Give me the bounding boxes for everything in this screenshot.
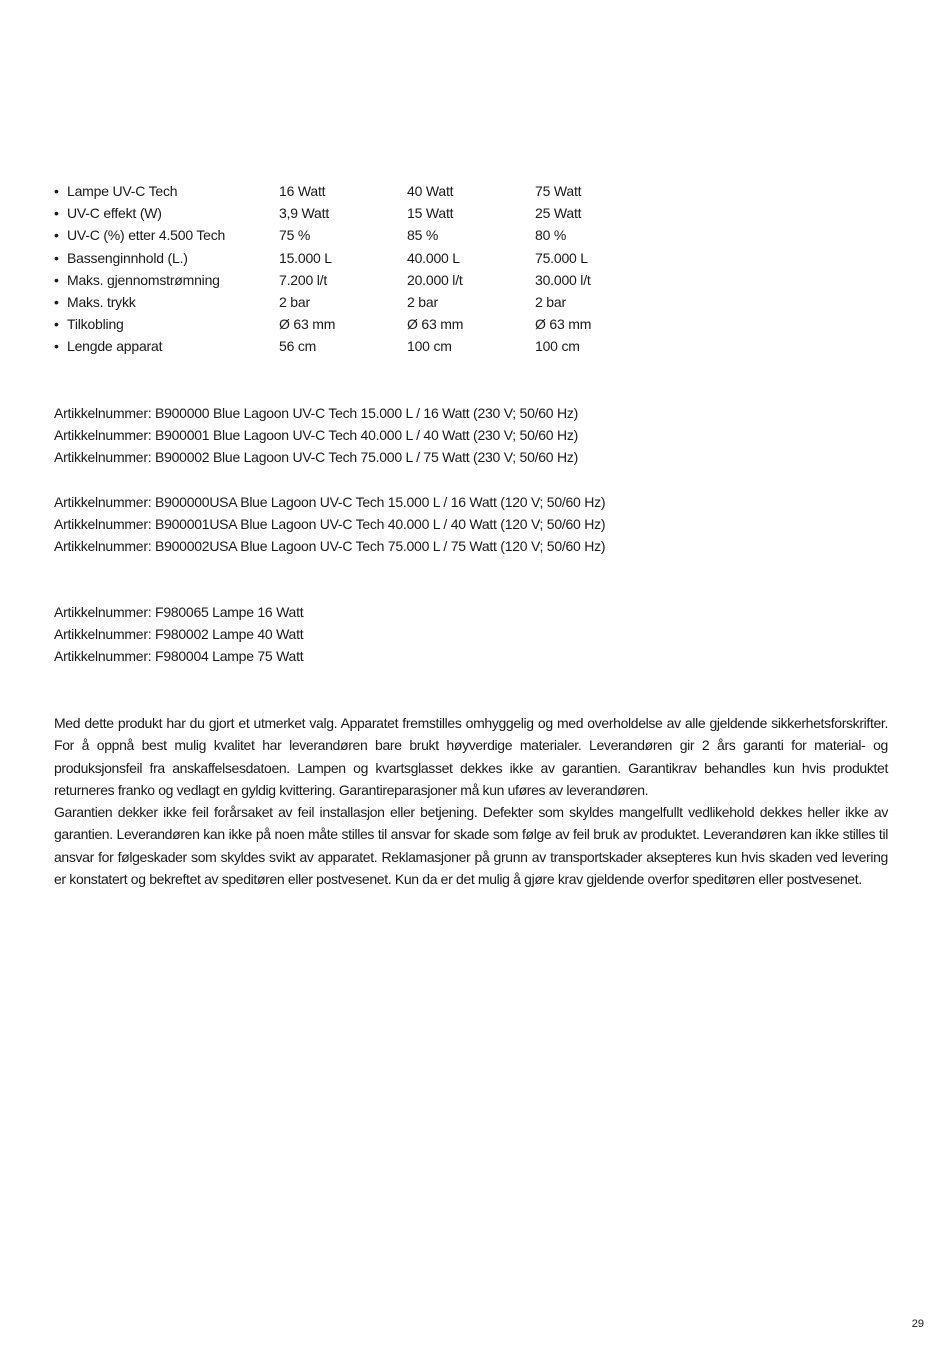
spec-label: Tilkobling [67, 316, 124, 333]
article-number-line: Artikkelnummer: B900002 Blue Lagoon UV-C Tech 75.000 L / 75 Watt (230 V; 50/60 Hz) [54, 449, 578, 466]
spec-row [54, 291, 654, 313]
spec-row [54, 247, 654, 269]
spec-value-40w: 40 Watt [407, 183, 454, 199]
page-number: 29 [911, 1318, 924, 1330]
spec-value-75w: Ø 63 mm [535, 316, 592, 333]
spec-row [54, 180, 654, 202]
spec-label: Lengde apparat [67, 338, 163, 355]
bullet: • [54, 227, 59, 244]
spec-value-40w: 85 % [407, 227, 439, 244]
spec-row [54, 224, 654, 246]
article-list-230v [54, 402, 894, 469]
spec-row [54, 335, 654, 357]
warranty-paragraph: Med dette produkt har du gjort et utmerket valg. Apparatet fremstilles omhyggelig og med overholdelse av alle gjeldende sikkerhetsforskrifter. For å oppnå best mulig kvalitet har leverandøren bare brukt høyverdige materialer. Leverandøren gir 2 års garanti for material- og produksjonsfeil fra anskaffelsesdatoen. Lampen og kvartsglasset dekkes ikke av garantien. Garantikrav behandles kun hvis produktet returneres franko og vedlagt en gyldig kvittering. Garantireparasjoner må kun uføres av leverandøren. [54, 715, 888, 798]
bullet: • [54, 316, 59, 333]
spec-label: UV-C effekt (W) [67, 205, 162, 222]
article-number-line: Artikkelnummer: B900000 Blue Lagoon UV-C Tech 15.000 L / 16 Watt (230 V; 50/60 Hz) [54, 405, 578, 421]
spec-value-75w: 75 Watt [535, 183, 582, 199]
spec-value-75w: 25 Watt [535, 205, 582, 222]
bullet: • [54, 338, 59, 355]
spec-value-75w: 80 % [535, 227, 567, 244]
article-number-line: Artikkelnummer: F980002 Lampe 40 Watt [54, 626, 304, 643]
article-number-line: Artikkelnummer: B900001USA Blue Lagoon UV-C Tech 40.000 L / 40 Watt (120 V; 50/60 Hz) [54, 516, 606, 533]
spec-value-16w: 56 cm [279, 338, 317, 355]
spec-row [54, 313, 654, 335]
spec-value-16w: 3,9 Watt [279, 205, 330, 222]
article-number-line: Artikkelnummer: B900002USA Blue Lagoon UV-C Tech 75.000 L / 75 Watt (120 V; 50/60 Hz) [54, 538, 606, 555]
spec-label: Bassenginnhold (L.) [67, 249, 188, 266]
article-number-line: Artikkelnummer: F980065 Lampe 16 Watt [54, 604, 304, 620]
article-number-line: Artikkelnummer: B900001 Blue Lagoon UV-C Tech 40.000 L / 40 Watt (230 V; 50/60 Hz) [54, 427, 578, 444]
article-list-120v [54, 491, 894, 558]
spec-value-16w: Ø 63 mm [279, 316, 336, 333]
spec-value-40w: 2 bar [407, 293, 438, 310]
spec-value-40w: 20.000 l/t [407, 271, 463, 288]
spec-value-75w: 100 cm [535, 338, 580, 355]
spec-value-75w: 2 bar [535, 293, 566, 310]
spec-value-16w: 15.000 L [279, 249, 332, 266]
bullet: • [54, 249, 59, 266]
spec-value-75w: 30.000 l/t [535, 271, 591, 288]
spec-value-40w: 40.000 L [407, 249, 460, 266]
bullet: • [54, 293, 59, 310]
bullet: • [54, 271, 59, 288]
spec-label: Maks. gjennomstrømning [67, 271, 220, 288]
spec-label: UV-C (%) etter 4.500 Tech [67, 227, 226, 244]
spec-value-75w: 75.000 L [535, 249, 588, 266]
spec-value-16w: 2 bar [279, 293, 310, 310]
spec-value-40w: 15 Watt [407, 205, 454, 222]
spec-table [54, 180, 654, 358]
warranty-paragraph: Garantien dekker ikke feil forårsaket av feil installasjon eller betjening. Defekter som skyldes mangelfullt vedlikehold dekkes heller ikke av garantien. Leverandøren kan ikke på noen måte stilles til ansvar for skade som følge av feil bruk av produktet. Leverandøren kan ikke stilles til ansvar for følgeskader som skyldes svikt av apparatet. Reklamasjoner på grunn av transportskader aksepteres kun hvis skaden ved levering er konstatert og bekreftet av speditøren eller postvesenet. Kun da er det mulig å gjøre krav gjeldende overfor speditøren eller postvesenet. [54, 804, 888, 888]
article-number-line: Artikkelnummer: B900000USA Blue Lagoon UV-C Tech 15.000 L / 16 Watt (120 V; 50/60 Hz) [54, 494, 606, 510]
spec-label: Maks. trykk [67, 293, 136, 310]
article-list-lamps [54, 601, 894, 668]
warranty-text [54, 712, 888, 890]
spec-label: Lampe UV-C Tech [67, 183, 178, 199]
bullet: • [54, 205, 59, 222]
spec-value-16w: 75 % [279, 227, 311, 244]
spec-row [54, 269, 654, 291]
spec-value-16w: 16 Watt [279, 183, 326, 199]
spec-value-16w: 7.200 l/t [279, 271, 328, 288]
spec-value-40w: 100 cm [407, 338, 452, 355]
article-number-line: Artikkelnummer: F980004 Lampe 75 Watt [54, 648, 304, 665]
spec-row [54, 202, 654, 224]
spec-value-40w: Ø 63 mm [407, 316, 464, 333]
bullet: • [54, 183, 59, 199]
